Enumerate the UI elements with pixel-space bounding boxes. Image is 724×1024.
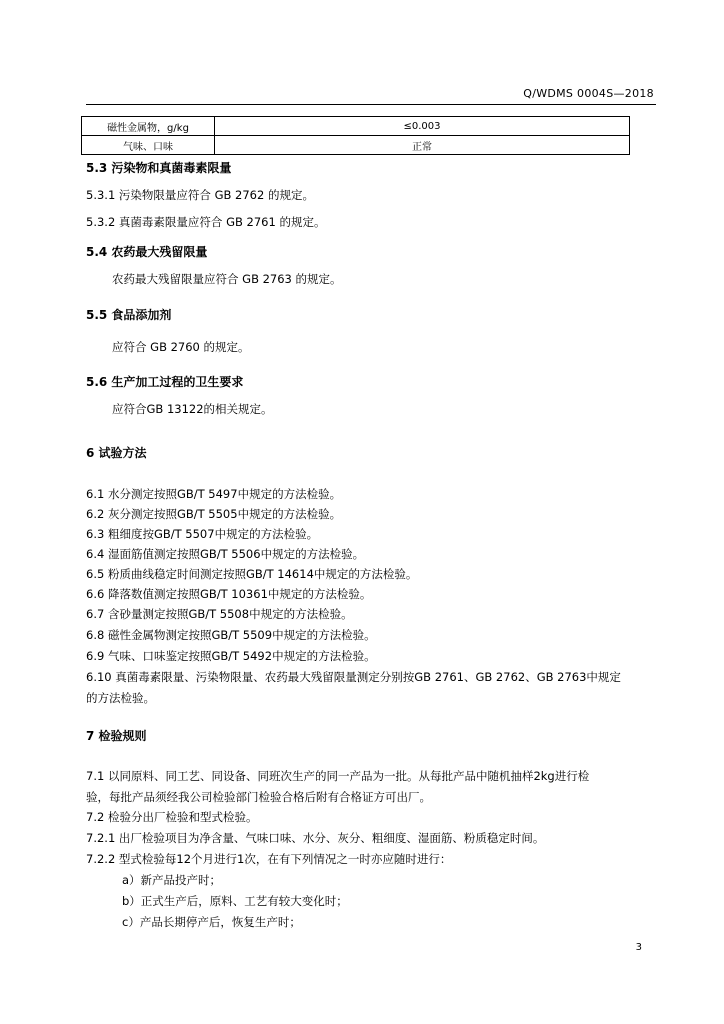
heading-5-4: 5.4 农药最大残留限量 xyxy=(86,245,208,259)
paragraph-5-3-1: 5.3.1 污染物限量应符合 GB 2762 的规定。 xyxy=(86,188,314,202)
list-item: 6.7 含砂量测定按照GB/T 5508中规定的方法检验。 xyxy=(86,607,353,621)
paragraph-5-3-2: 5.3.2 真菌毒素限量应符合 GB 2761 的规定。 xyxy=(86,215,326,229)
paragraph-7-1: 7.1 以同原料、同工艺、同设备、同班次生产的同一产品为一批。从每批产品中随机抽样2kg进行检 xyxy=(86,769,590,783)
standard-code: Q/WDMS 0004S—2018 xyxy=(523,87,654,100)
list-item: 6.1 水分测定按照GB/T 5497中规定的方法检验。 xyxy=(86,487,342,501)
header-rule xyxy=(86,104,656,105)
list-item: c）产品长期停产后，恢复生产时； xyxy=(122,915,301,929)
spec-table xyxy=(81,116,630,155)
table-row xyxy=(82,136,630,155)
paragraph-7-2-1: 7.2.1 出厂检验项目为净含量、气味口味、水分、灰分、粗细度、湿面筋、粉质稳定时间。 xyxy=(86,831,545,845)
list-item: 6.6 降落数值测定按照GB/T 10361中规定的方法检验。 xyxy=(86,587,372,601)
table-cell-value: 正常 xyxy=(215,136,630,155)
paragraph-5-5: 应符合 GB 2760 的规定。 xyxy=(112,340,250,354)
list-item: 6.4 湿面筋值测定按照GB/T 5506中规定的方法检验。 xyxy=(86,547,365,561)
page-number: 3 xyxy=(635,942,642,953)
heading-5-6: 5.6 生产加工过程的卫生要求 xyxy=(86,375,244,389)
list-item: 6.2 灰分测定按照GB/T 5505中规定的方法检验。 xyxy=(86,507,342,521)
paragraph-5-6: 应符合GB 13122的相关规定。 xyxy=(112,402,273,416)
paragraph-7-2-2: 7.2.2 型式检验每12个月进行1次，在有下列情况之一时亦应随时进行： xyxy=(86,852,452,866)
paragraph-7-2: 7.2 检验分出厂检验和型式检验。 xyxy=(86,810,258,824)
table-cell-value: ≤0.003 xyxy=(215,117,630,136)
list-item-6-10-continued: 的方法检验。 xyxy=(86,691,155,705)
list-item: 6.5 粉质曲线稳定时间测定按照GB/T 14614中规定的方法检验。 xyxy=(86,567,418,581)
heading-6: 6 试验方法 xyxy=(86,446,147,460)
paragraph-7-1-continued: 验，每批产品须经我公司检验部门检验合格后附有合格证方可出厂。 xyxy=(86,790,431,804)
list-item: 6.8 磁性金属物测定按照GB/T 5509中规定的方法检验。 xyxy=(86,628,376,642)
table-cell-item: 气味、口味 xyxy=(82,136,215,155)
table-cell-item: 磁性金属物，g/kg xyxy=(82,117,215,136)
list-item: a）新产品投产时； xyxy=(122,873,222,887)
paragraph-5-4: 农药最大残留限量应符合 GB 2763 的规定。 xyxy=(112,272,342,286)
list-item: 6.9 气味、口味鉴定按照GB/T 5492中规定的方法检验。 xyxy=(86,649,376,663)
table-row xyxy=(82,117,630,136)
list-item: 6.3 粗细度按GB/T 5507中规定的方法检验。 xyxy=(86,527,319,541)
list-item-6-10: 6.10 真菌毒素限量、污染物限量、农药最大残留限量测定分别按GB 2761、GB 2762、GB 2763中规定 xyxy=(86,670,621,684)
heading-7: 7 检验规则 xyxy=(86,729,147,743)
heading-5-5: 5.5 食品添加剂 xyxy=(86,308,172,322)
list-item: b）正式生产后，原料、工艺有较大变化时； xyxy=(122,894,348,908)
heading-5-3: 5.3 污染物和真菌毒素限量 xyxy=(86,161,232,175)
